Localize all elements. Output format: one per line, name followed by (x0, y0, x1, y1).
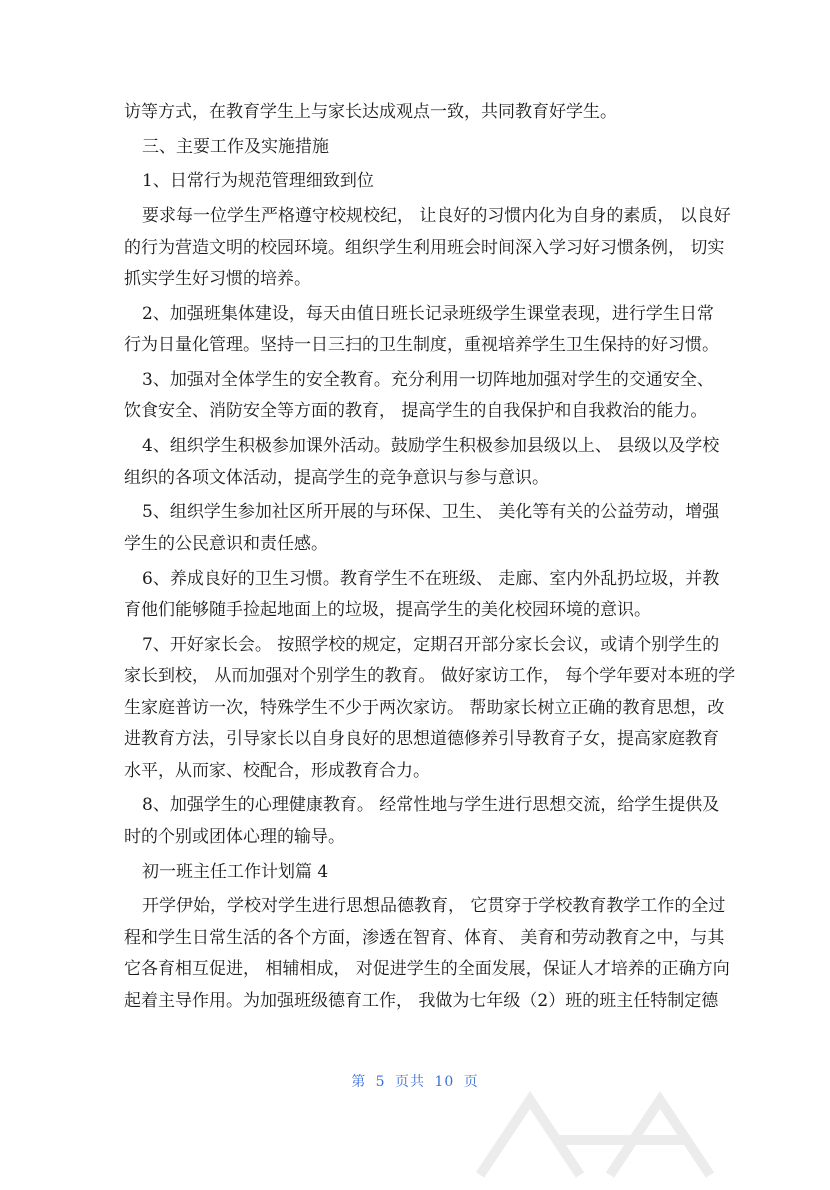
article-heading: 初一班主任工作计划篇 4 (142, 861, 329, 882)
paragraph-line: 生家庭普访一次，特殊学生不少于两次家访。 帮助家长树立正确的教育思想，改 (124, 697, 725, 718)
paragraph-line: 家长到校， 从而加强对个别学生的教育。 做好家访工作， 每个学年要对本班的学 (124, 666, 736, 687)
paragraph-line: 进教育方法，引导家长以自身良好的思想道德修养引导教育子女，提高家庭教育 (124, 729, 719, 750)
paragraph-line: 访等方式，在教育学生上与家长达成观点一致，共同教育好学生。 (124, 102, 617, 122)
paragraph-line: 开学伊始，学校对学生进行思想品德教育， 它贯穿于学校教育教学工作的全过 (142, 896, 726, 917)
paragraph-line: 起着主导作用。为加强班级德育工作， 我做为七年级（2）班的班主任特制定德 (124, 990, 719, 1011)
paragraph-line: 的行为营造文明的校园环境。组织学生利用班会时间深入学习好习惯条例， 切实 (124, 237, 725, 258)
paragraph-line: 抓实学生好习惯的培养。 (124, 269, 311, 290)
paragraph-line: 水平，从而家、校配合，形成教育合力。 (124, 760, 430, 781)
paragraph-line: 6、养成良好的卫生习惯。教育学生不在班级、 走廊、室内外乱扔垃圾，并教 (142, 568, 720, 589)
document-body (124, 97, 736, 1017)
paragraph-line: 7、开好家长会。 按照学校的规定，定期召开部分家长会议，或请个别学生的 (142, 634, 720, 655)
paragraph-line: 组织的各项文体活动，提高学生的竞争意识与参与意识。 (124, 467, 549, 488)
paragraph-line: 时的个别或团体心理的输导。 (124, 826, 345, 847)
paragraph-line: 8、加强学生的心理健康教育。 经常性地与学生进行思想交流，给学生提供及 (142, 795, 720, 816)
subsection-heading: 1、日常行为规范管理细致到位 (142, 171, 374, 192)
paragraph-line: 程和学生日常生活的各个方面，渗透在智育、体育、 美育和劳动教育之中，与其 (124, 927, 725, 948)
section-heading: 三、主要工作及实施措施 (142, 136, 329, 157)
paragraph-line: 育他们能够随手捡起地面上的垃圾，提高学生的美化校园环境的意识。 (124, 600, 651, 620)
paragraph-line: 2、加强班集体建设，每天由值日班长记录班级学生课堂表现，进行学生日常 (142, 303, 714, 324)
paragraph-line: 它各育相互促进， 相辅相成， 对促进学生的全面发展，保证人才培养的正确方向 (124, 959, 730, 980)
paragraph-line: 4、组织学生积极参加课外活动。鼓励学生积极参加县级以上、 县级以及学校 (142, 436, 720, 457)
paragraph-line: 行为日量化管理。坚持一日三扫的卫生制度，重视培养学生卫生保持的好习惯。 (124, 335, 719, 356)
page-number: 第 5 页共 10 页 (351, 1074, 479, 1090)
paragraph-line: 5、组织学生参加社区所开展的与环保、卫生、 美化等有关的公益劳动，增强 (142, 502, 720, 523)
paragraph-line: 要求每一位学生严格遵守校规校纪， 让良好的习惯内化为自身的素质， 以良好 (142, 206, 731, 227)
paragraph-line: 3、加强对全体学生的安全教育。充分利用一切阵地加强对学生的交通安全、 (142, 369, 714, 390)
paragraph-line: 学生的公民意识和责任感。 (124, 533, 328, 554)
paragraph-line: 饮食安全、消防安全等方面的教育， 提高学生的自我保护和自我救治的能力。 (124, 401, 708, 422)
